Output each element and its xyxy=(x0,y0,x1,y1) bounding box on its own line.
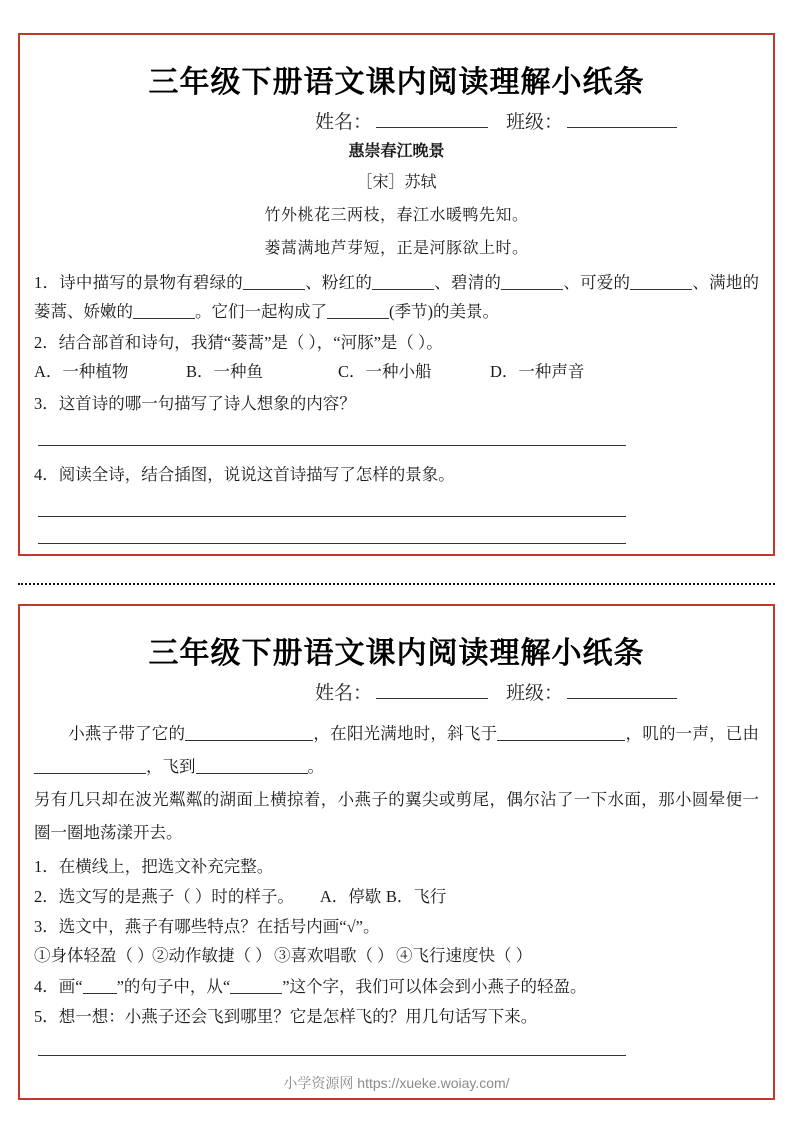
passage-text-e: 。 xyxy=(307,757,324,776)
poem-title: 惠崇春江晚景 xyxy=(348,143,445,160)
poem-line-2: 蒌蒿满地芦芽短，正是河豚欲上时。 xyxy=(264,240,529,257)
answer-line-q4b-sheet1[interactable] xyxy=(38,543,626,544)
q1-blank-1[interactable] xyxy=(243,275,305,290)
feature-option-2[interactable]: ②动作敏捷（ ） xyxy=(152,946,272,965)
answer-line-q3-sheet1[interactable] xyxy=(38,445,626,446)
passage-blank-3[interactable] xyxy=(34,759,146,774)
q1-blank-4[interactable] xyxy=(630,275,692,290)
q1-text-d: 、可爱的 xyxy=(563,273,631,292)
poem-author: ［宋］苏轼 xyxy=(356,174,437,191)
question-5-sheet2: 5．想一想：小燕子还会飞到哪里？它是怎样飞的？用几句话写下来。 xyxy=(34,1007,538,1026)
page-title-1: 三年级下册语文课内阅读理解小纸条 xyxy=(148,66,645,99)
feature-options-row xyxy=(34,941,759,971)
answer-line-q5-sheet2[interactable] xyxy=(38,1055,626,1056)
passage-paragraph-2: 另有几只却在波光粼粼的湖面上横掠着，小燕子的翼尖或剪尾，偶尔沾了一下水面，那小圆晕便一圈一圈地荡漾开去。 xyxy=(34,790,759,842)
feature-option-1[interactable]: ①身体轻盈（ ） xyxy=(34,946,154,965)
q4-text-a-sheet2: 4．画“ xyxy=(34,977,83,996)
q1-text-c: 、碧清的 xyxy=(434,273,502,292)
name-label-2: 姓名： xyxy=(314,683,372,704)
passage-text-d: ，飞到 xyxy=(146,757,196,776)
q1-text-a: 1．诗中描写的景物有碧绿的 xyxy=(34,273,243,292)
q2-text-sheet2: 2．选文写的是燕子（ ）时的样子。 xyxy=(34,887,294,906)
option-d[interactable]: D．一种声音 xyxy=(490,362,585,381)
option-a[interactable]: A．一种植物 xyxy=(34,362,129,381)
q1-blank-6[interactable] xyxy=(327,304,389,319)
q2-option-a-sheet2[interactable]: A．停歇 xyxy=(319,887,382,906)
question-1-sheet1 xyxy=(34,268,759,326)
q4-blank-1-sheet2[interactable] xyxy=(83,979,117,994)
q1-text-g: 。它们一起构成了 xyxy=(195,302,327,321)
class-input-line-2[interactable] xyxy=(567,682,677,699)
passage-paragraph-1 xyxy=(34,717,759,783)
option-c[interactable]: C．一种小船 xyxy=(338,362,432,381)
name-label-1: 姓名： xyxy=(314,112,372,133)
passage-blank-2[interactable] xyxy=(497,726,625,741)
worksheet-section-1 xyxy=(18,33,775,556)
question-2-sheet1: 2．结合部首和诗句，我猜“蒌蒿”是（ ），“河豚”是（ ）。 xyxy=(34,333,443,352)
question-3-sheet2: 3．选文中，燕子有哪些特点？在括号内画“√”。 xyxy=(34,917,380,936)
question-1-sheet2: 1．在横线上，把选文补充完整。 xyxy=(34,857,274,876)
student-info-row-2 xyxy=(34,678,759,705)
q4-blank-2-sheet2[interactable] xyxy=(230,979,282,994)
page-title-2: 三年级下册语文课内阅读理解小纸条 xyxy=(148,637,645,670)
q2-option-b-sheet2[interactable]: B．飞行 xyxy=(385,887,447,906)
passage-text-c: ，叽的一声，已由 xyxy=(625,724,760,743)
feature-option-3[interactable]: ③喜欢唱歌（ ） xyxy=(274,946,394,965)
name-input-line-1[interactable] xyxy=(376,111,488,128)
option-b[interactable]: B．一种鱼 xyxy=(186,362,264,381)
class-label-2: 班级： xyxy=(505,683,563,704)
q4-text-c-sheet2: ”这个字，我们可以体会到小燕子的轻盈。 xyxy=(282,977,587,996)
class-input-line-1[interactable] xyxy=(567,111,677,128)
passage-text-a: 小燕子带了它的 xyxy=(68,724,186,743)
question-3-sheet1: 3．这首诗的哪一句描写了诗人想象的内容？ xyxy=(34,394,356,413)
q1-text-h: (季节)的美景。 xyxy=(389,302,499,321)
name-field-2 xyxy=(315,678,488,705)
cut-line-divider xyxy=(18,583,775,585)
q1-blank-3[interactable] xyxy=(501,275,563,290)
passage-blank-4[interactable] xyxy=(196,759,308,774)
q4-text-b-sheet2: ”的句子中，从“ xyxy=(116,977,231,996)
q1-blank-2[interactable] xyxy=(372,275,434,290)
class-field-1 xyxy=(506,107,677,134)
question-2-options xyxy=(34,357,759,387)
name-input-line-2[interactable] xyxy=(376,682,488,699)
answer-line-q4a-sheet1[interactable] xyxy=(38,516,626,517)
class-label-1: 班级： xyxy=(505,112,563,133)
class-field-2 xyxy=(506,678,677,705)
worksheet-section-2 xyxy=(18,604,775,1100)
question-4-sheet1: 4．阅读全诗，结合插图，说说这首诗描写了怎样的景象。 xyxy=(34,465,455,484)
poem-line-1: 竹外桃花三两枝，春江水暖鸭先知。 xyxy=(264,207,529,224)
q1-blank-5[interactable] xyxy=(133,304,195,319)
feature-option-4[interactable]: ④飞行速度快（ ） xyxy=(396,946,533,965)
question-2-sheet2 xyxy=(34,883,759,911)
q1-text-b: 、粉红的 xyxy=(305,273,373,292)
passage-blank-1[interactable] xyxy=(185,726,313,741)
student-info-row-1 xyxy=(34,107,759,134)
question-4-sheet2 xyxy=(34,973,759,1001)
footer-watermark: 小学资源网 https://xueke.woiay.com/ xyxy=(283,1075,510,1091)
name-field-1 xyxy=(315,107,488,134)
passage-text-b: ，在阳光满地时，斜飞于 xyxy=(313,724,498,743)
q1-text-e: 、满地的 xyxy=(692,273,760,292)
q1-text-f: 蒌蒿、娇嫩的 xyxy=(34,302,133,321)
